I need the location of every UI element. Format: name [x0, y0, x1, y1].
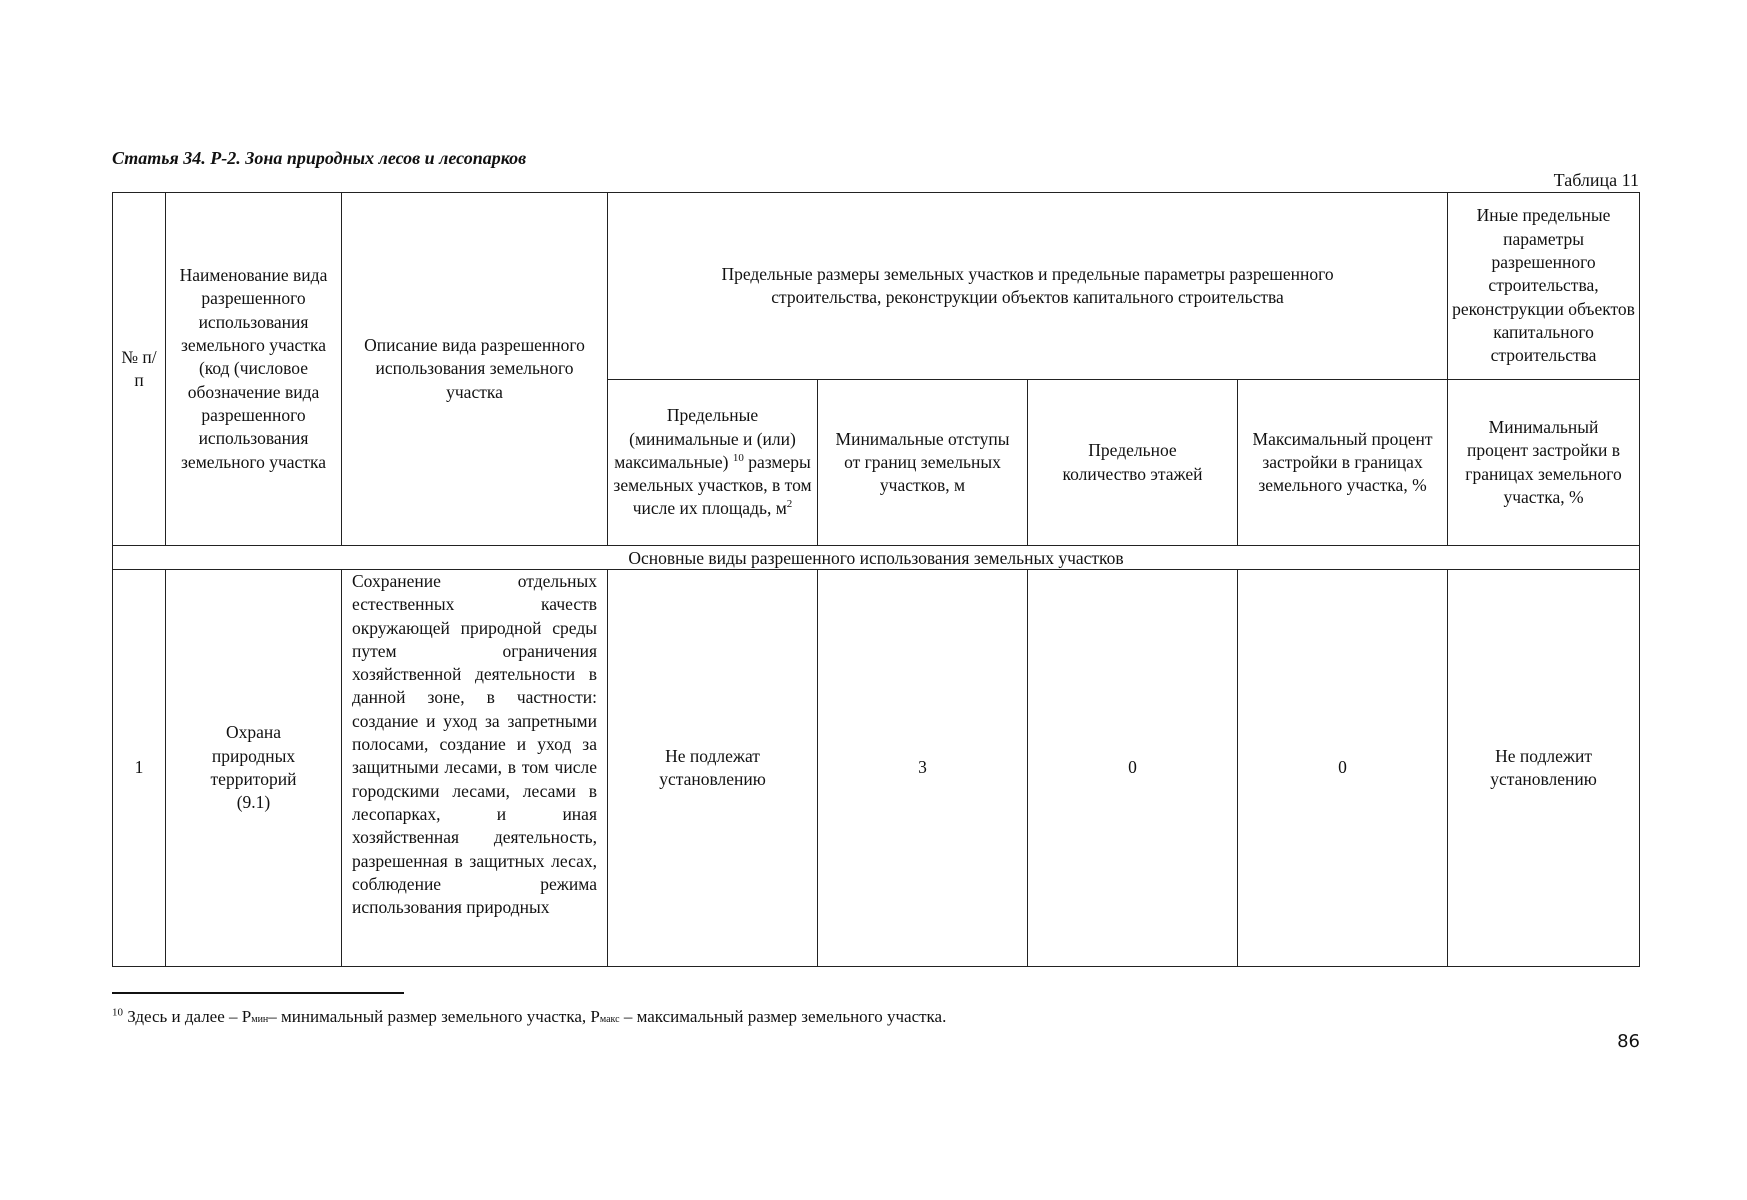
row-floors: 0: [1028, 570, 1238, 967]
unit-power: 2: [786, 498, 793, 511]
row-num: 1: [113, 570, 166, 967]
page-number: 86: [1617, 1031, 1640, 1052]
header-sizes-text-cont: размеры земельных участков, в том числе их площадь, м: [613, 451, 812, 519]
section-title: Основные виды разрешенного использования земельных участков: [113, 546, 1640, 570]
footnote-mark: 10: [112, 1006, 123, 1019]
header-sizes-text: Предельные (минимальные и (или) максимальные): [614, 405, 796, 472]
zoning-table: [112, 192, 1640, 967]
row-description: Сохранение отдельных естественных качеств окружающей природной среды путем ограничения хозяйственной деятельности в данной зоне, в частности: создание и уход за запретными полосами, создание и уход за защитными лесами, в том числе городскими лесами, лесами в лесопарках, и иная хозяйственная деятельность, разрешенная в защитных лесах, соблюдение режима использования природных: [342, 570, 608, 967]
footnote-sub-max: макс: [599, 1014, 620, 1025]
table-row: [113, 570, 1640, 967]
footnote: [112, 1007, 946, 1027]
row-setbacks: 3: [818, 570, 1028, 967]
table-label: Таблица 11: [1553, 170, 1639, 190]
header-group-other: Иные предельные параметры разрешенного строительства, реконструкции объектов капитального строительства: [1448, 193, 1640, 380]
row-sizes: Не подлежат установлению: [608, 570, 818, 967]
header-row-1: [113, 193, 1640, 380]
footnote-text-middle: – минимальный размер земельного участка, Р: [268, 1007, 600, 1026]
section-row: [113, 546, 1640, 570]
footnote-text-end: – максимальный размер земельного участка.: [619, 1007, 947, 1026]
header-setbacks: Минимальные отступы от границ земельных участков, м: [818, 380, 1028, 546]
row-max-coverage: 0: [1238, 570, 1448, 967]
header-num: № п/п: [113, 193, 166, 546]
row-name: Охрана природных территорий (9.1): [166, 570, 342, 967]
header-description: Описание вида разрешенного использования земельного участка: [342, 193, 608, 546]
footnote-divider: [112, 992, 404, 994]
footnote-sub-min: мин: [251, 1014, 269, 1025]
footnote-text-start: Здесь и далее – Р: [127, 1007, 252, 1026]
header-min-coverage: Минимальный процент застройки в границах земельного участка, %: [1448, 380, 1640, 546]
header-group-limits: Предельные размеры земельных участков и предельные параметры разрешенного строительства, реконструкции объектов капитального строительства: [608, 193, 1448, 380]
header-name: Наименование вида разрешенного использования земельного участка (код (числовое обозначение вида разрешенного использования земельного участка: [166, 193, 342, 546]
row-min-coverage: Не подлежит установлению: [1448, 570, 1640, 967]
header-floors: Предельное количество этажей: [1028, 380, 1238, 546]
header-sizes: [608, 380, 818, 546]
footnote-ref: 10: [732, 452, 744, 465]
header-max-coverage: Максимальный процент застройки в границах земельного участка, %: [1238, 380, 1448, 546]
article-heading: Статья 34. Р-2. Зона природных лесов и лесопарков: [112, 148, 527, 168]
